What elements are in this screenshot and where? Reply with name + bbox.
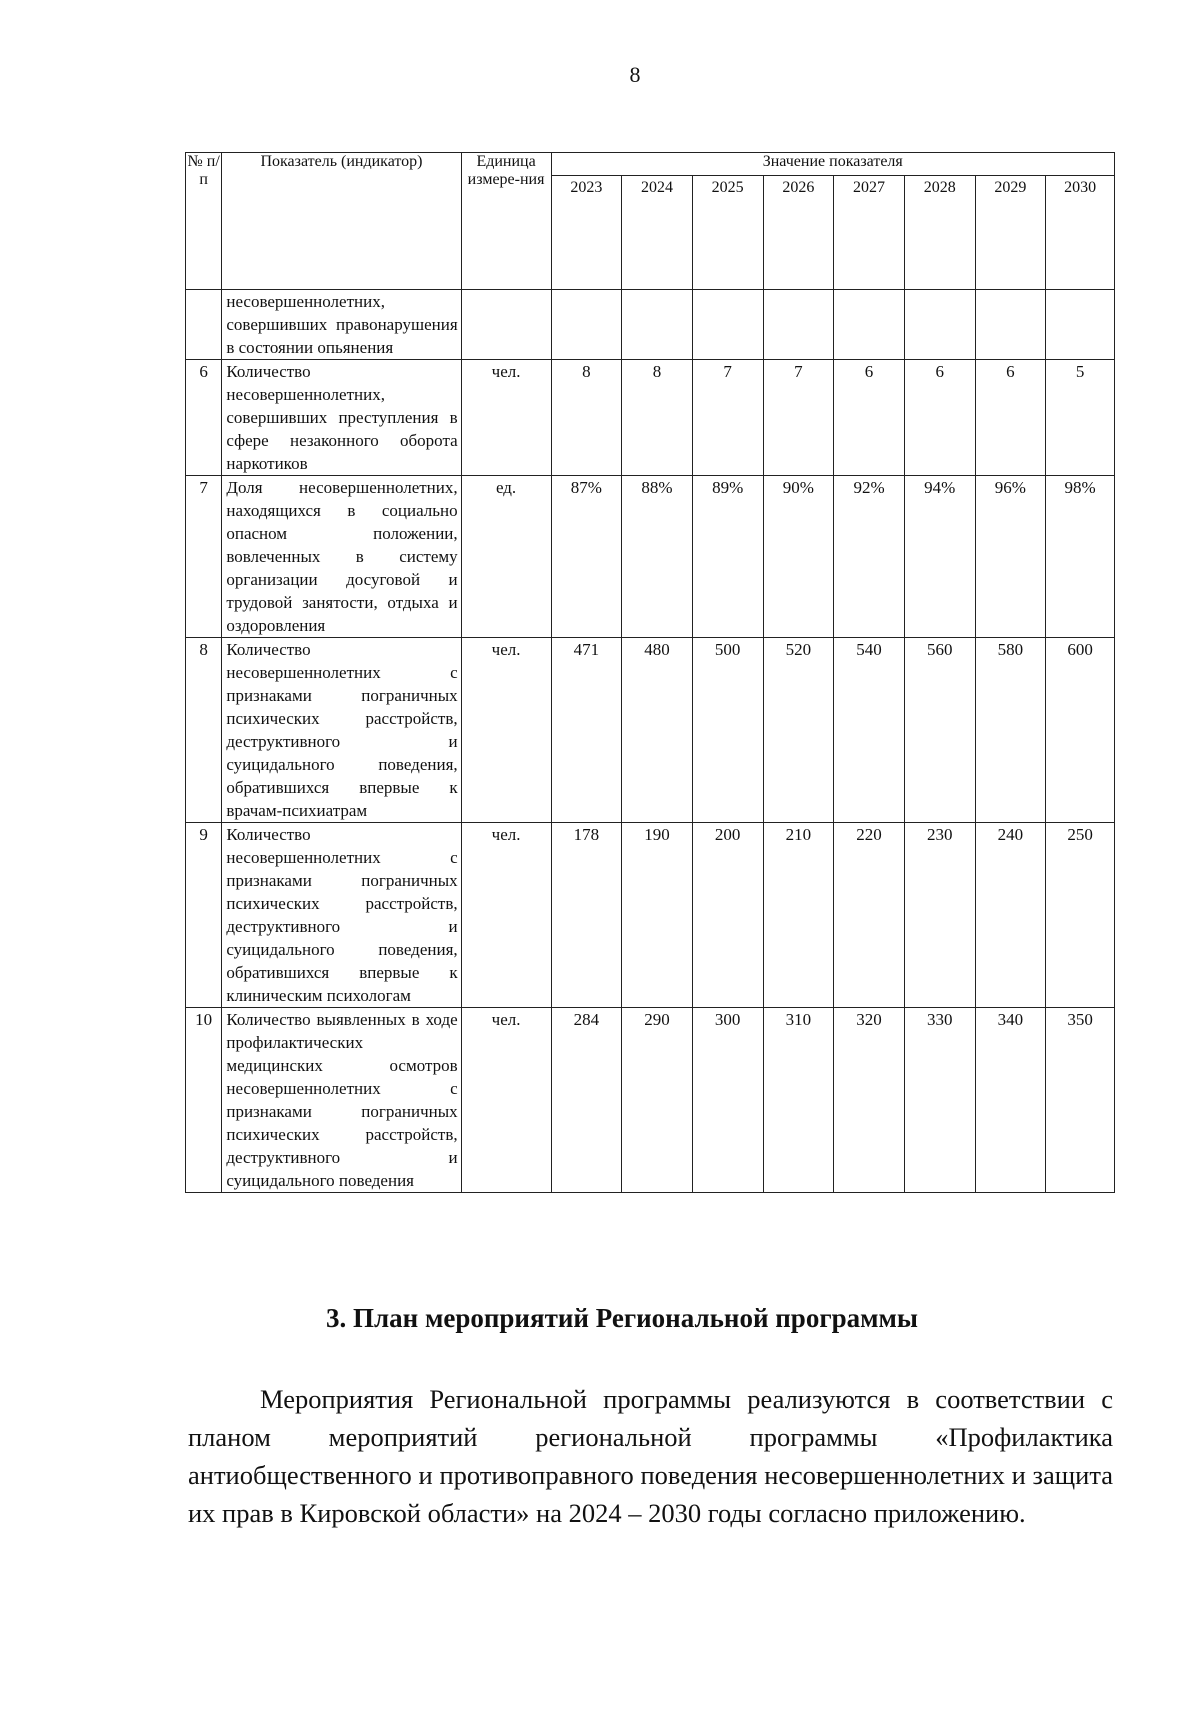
- row-value: 320: [834, 1008, 905, 1193]
- header-year: 2023: [551, 176, 622, 290]
- header-year: 2029: [975, 176, 1046, 290]
- row-value: [692, 290, 763, 360]
- page-number: 8: [629, 62, 641, 87]
- table-row: [186, 638, 1115, 823]
- row-value: 240: [975, 823, 1046, 1008]
- row-value: 200: [692, 823, 763, 1008]
- row-number: [186, 290, 222, 360]
- row-value: 178: [551, 823, 622, 1008]
- row-value: 94%: [904, 476, 975, 638]
- row-value: 210: [763, 823, 834, 1008]
- row-value: 500: [692, 638, 763, 823]
- row-unit: ед.: [461, 476, 551, 638]
- row-unit: чел.: [461, 360, 551, 476]
- row-value: 98%: [1046, 476, 1115, 638]
- row-value: 250: [1046, 823, 1115, 1008]
- row-value: 90%: [763, 476, 834, 638]
- row-value: 580: [975, 638, 1046, 823]
- row-value: 190: [622, 823, 693, 1008]
- row-number: 10: [186, 1008, 222, 1193]
- header-year: 2030: [1046, 176, 1115, 290]
- row-value: 7: [763, 360, 834, 476]
- row-unit: чел.: [461, 1008, 551, 1193]
- header-indicator: Показатель (индикатор): [222, 153, 461, 290]
- header-num: № п/п: [186, 153, 222, 290]
- row-value: [763, 290, 834, 360]
- row-value: 88%: [622, 476, 693, 638]
- row-value: 310: [763, 1008, 834, 1193]
- header-unit: Единица измере-ния: [461, 153, 551, 290]
- header-year: 2025: [692, 176, 763, 290]
- row-value: 560: [904, 638, 975, 823]
- table-row: [186, 823, 1115, 1008]
- row-value: 330: [904, 1008, 975, 1193]
- indicators-table: [185, 152, 1115, 1193]
- row-value: [1046, 290, 1115, 360]
- row-value: 300: [692, 1008, 763, 1193]
- row-indicator: Количество несовершеннолетних с признаками пограничных психических расстройств, деструктивного и суицидального поведения, обратившихся впервые к врачам-психиатрам: [222, 638, 461, 823]
- row-value: 230: [904, 823, 975, 1008]
- table-row: [186, 360, 1115, 476]
- row-indicator: Количество несовершеннолетних, совершивших преступления в сфере незаконного оборота наркотиков: [222, 360, 461, 476]
- row-value: 340: [975, 1008, 1046, 1193]
- section-paragraph: Мероприятия Региональной программы реализуются в соответствии с планом мероприятий региональной программы «Профилактика антиобщественного и противоправного поведения несовершеннолетних и защита их прав в Кировской области» на 2024 – 2030 годы согласно приложению.: [188, 1384, 1113, 1528]
- row-value: 220: [834, 823, 905, 1008]
- row-value: 87%: [551, 476, 622, 638]
- table-row: [186, 290, 1115, 360]
- row-number: 9: [186, 823, 222, 1008]
- row-number: 8: [186, 638, 222, 823]
- row-unit: чел.: [461, 638, 551, 823]
- row-unit: [461, 290, 551, 360]
- row-value: 480: [622, 638, 693, 823]
- section-title: 3. План мероприятий Региональной программы: [326, 1303, 918, 1333]
- row-value: 6: [904, 360, 975, 476]
- row-value: 92%: [834, 476, 905, 638]
- header-value-group: Значение показателя: [551, 153, 1115, 176]
- row-value: [551, 290, 622, 360]
- row-value: 8: [622, 360, 693, 476]
- row-value: 284: [551, 1008, 622, 1193]
- table-body: [186, 290, 1115, 1193]
- row-indicator: Доля несовершеннолетних, находящихся в социально опасном положении, вовлеченных в систему организации досуговой и трудовой занятости, отдыха и оздоровления: [222, 476, 461, 638]
- row-value: 89%: [692, 476, 763, 638]
- row-value: [834, 290, 905, 360]
- table-row: [186, 476, 1115, 638]
- header-year: 2027: [834, 176, 905, 290]
- row-value: 6: [975, 360, 1046, 476]
- row-indicator: Количество несовершеннолетних с признаками пограничных психических расстройств, деструктивного и суицидального поведения, обратившихся впервые к клиническим психологам: [222, 823, 461, 1008]
- row-value: 7: [692, 360, 763, 476]
- row-value: 540: [834, 638, 905, 823]
- row-number: 6: [186, 360, 222, 476]
- row-value: 6: [834, 360, 905, 476]
- header-year: 2024: [622, 176, 693, 290]
- row-unit: чел.: [461, 823, 551, 1008]
- row-value: 8: [551, 360, 622, 476]
- header-year: 2026: [763, 176, 834, 290]
- row-value: [622, 290, 693, 360]
- row-value: [904, 290, 975, 360]
- row-value: 471: [551, 638, 622, 823]
- header-year: 2028: [904, 176, 975, 290]
- table-row: [186, 1008, 1115, 1193]
- row-value: 600: [1046, 638, 1115, 823]
- row-number: 7: [186, 476, 222, 638]
- row-value: 520: [763, 638, 834, 823]
- row-value: 5: [1046, 360, 1115, 476]
- row-indicator: несовершеннолетних, совершивших правонарушения в состоянии опьянения: [222, 290, 461, 360]
- row-value: 96%: [975, 476, 1046, 638]
- row-value: 350: [1046, 1008, 1115, 1193]
- row-value: 290: [622, 1008, 693, 1193]
- row-indicator: Количество выявленных в ходе профилактических медицинских осмотров несовершеннолетних с признаками пограничных психических расстройств, деструктивного и суицидального поведения: [222, 1008, 461, 1193]
- row-value: [975, 290, 1046, 360]
